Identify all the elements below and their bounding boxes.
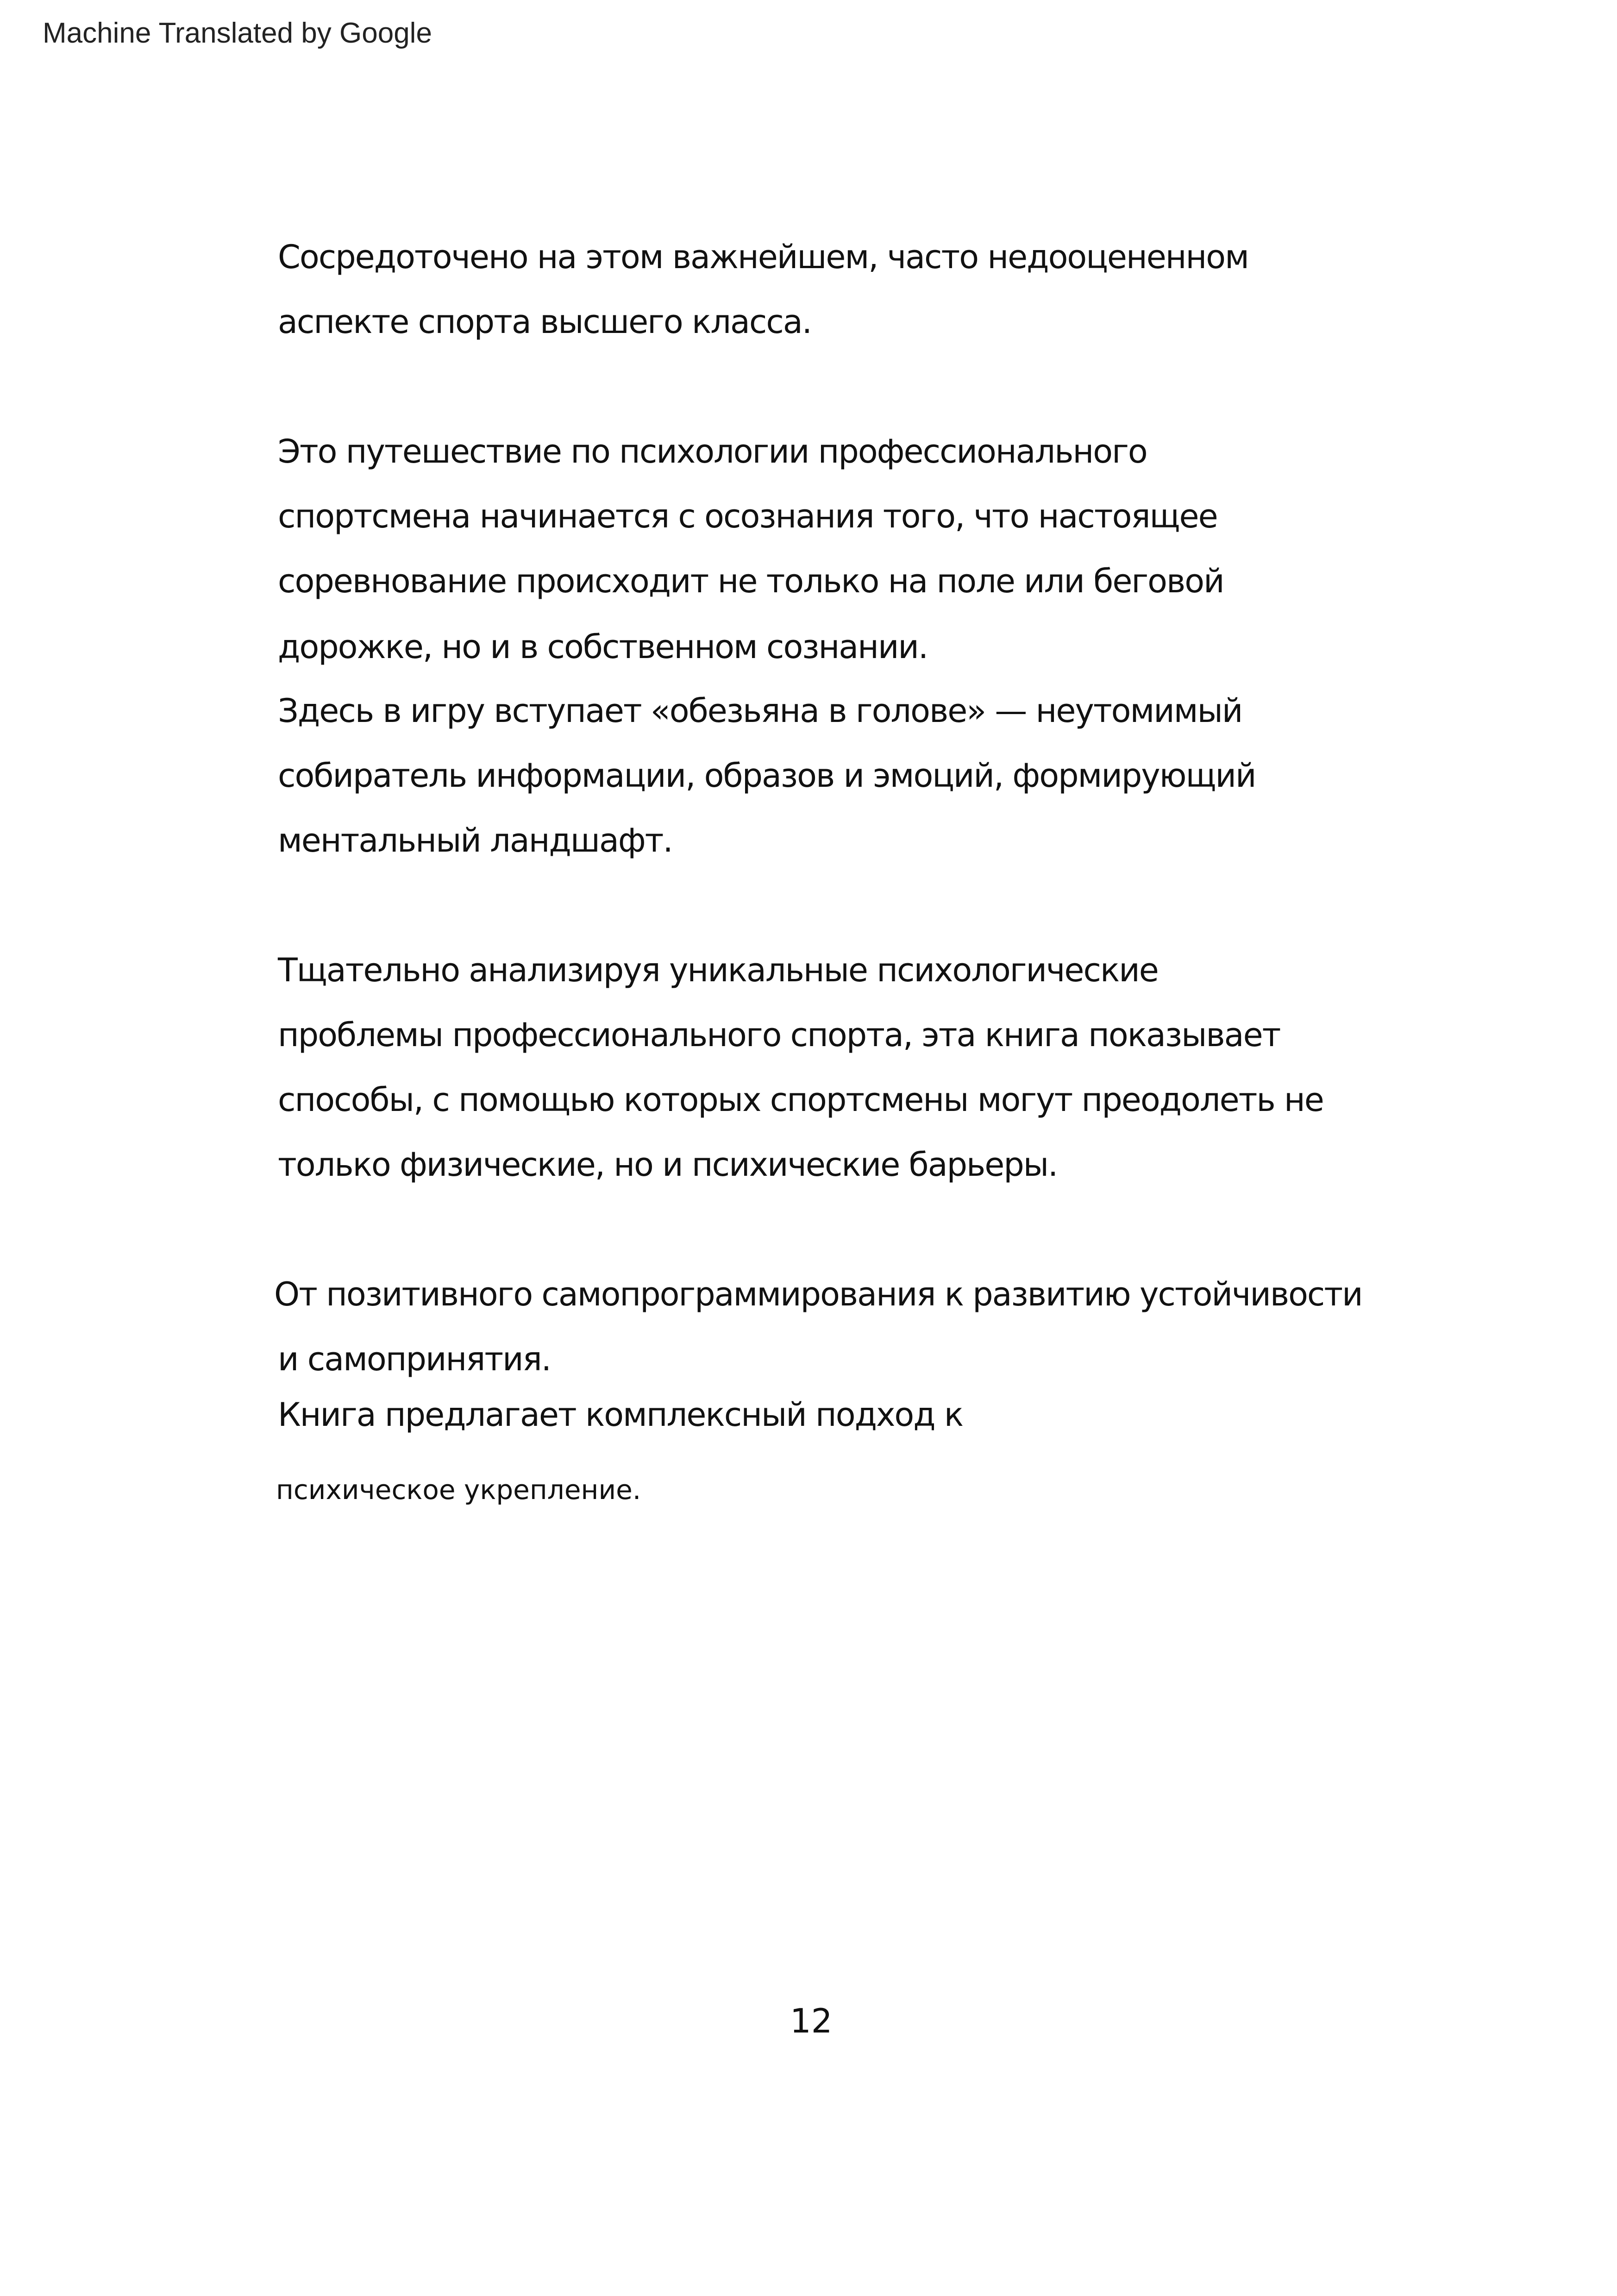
text-line: Это путешествие по психологии профессионального xyxy=(278,433,1147,470)
machine-translation-note: Machine Translated by Google xyxy=(43,17,432,49)
text-line: психическое укрепление. xyxy=(276,1474,641,1506)
text-line: и самопринятия. xyxy=(278,1340,551,1378)
text-line: собиратель информации, образов и эмоций, формирующий xyxy=(278,757,1256,795)
text-line: Книга предлагает комплексный подход к xyxy=(278,1396,963,1434)
text-line: ментальный ландшафт. xyxy=(278,822,672,859)
text-line: проблемы профессионального спорта, эта книга показывает xyxy=(278,1016,1280,1054)
text-line: способы, с помощью которых спортсмены могут преодолеть не xyxy=(278,1081,1323,1119)
text-line: только физические, но и психические барьеры. xyxy=(278,1146,1058,1184)
text-line: Сосредоточено на этом важнейшем, часто недооцененном xyxy=(278,238,1248,276)
text-line: Тщательно анализируя уникальные психологические xyxy=(278,951,1158,989)
text-line: дорожке, но и в собственном сознании. xyxy=(278,628,928,666)
text-line: От позитивного самопрограммирования к развитию устойчивости xyxy=(274,1275,1362,1313)
page-number: 12 xyxy=(790,2001,833,2040)
text-line: Здесь в игру вступает «обезьяна в голове» — неутомимый xyxy=(278,692,1242,730)
text-line: соревнование происходит не только на поле или беговой xyxy=(278,562,1224,600)
text-line: аспекте спорта высшего класса. xyxy=(278,303,812,341)
text-line: спортсмена начинается с осознания того, что настоящее xyxy=(278,497,1217,535)
